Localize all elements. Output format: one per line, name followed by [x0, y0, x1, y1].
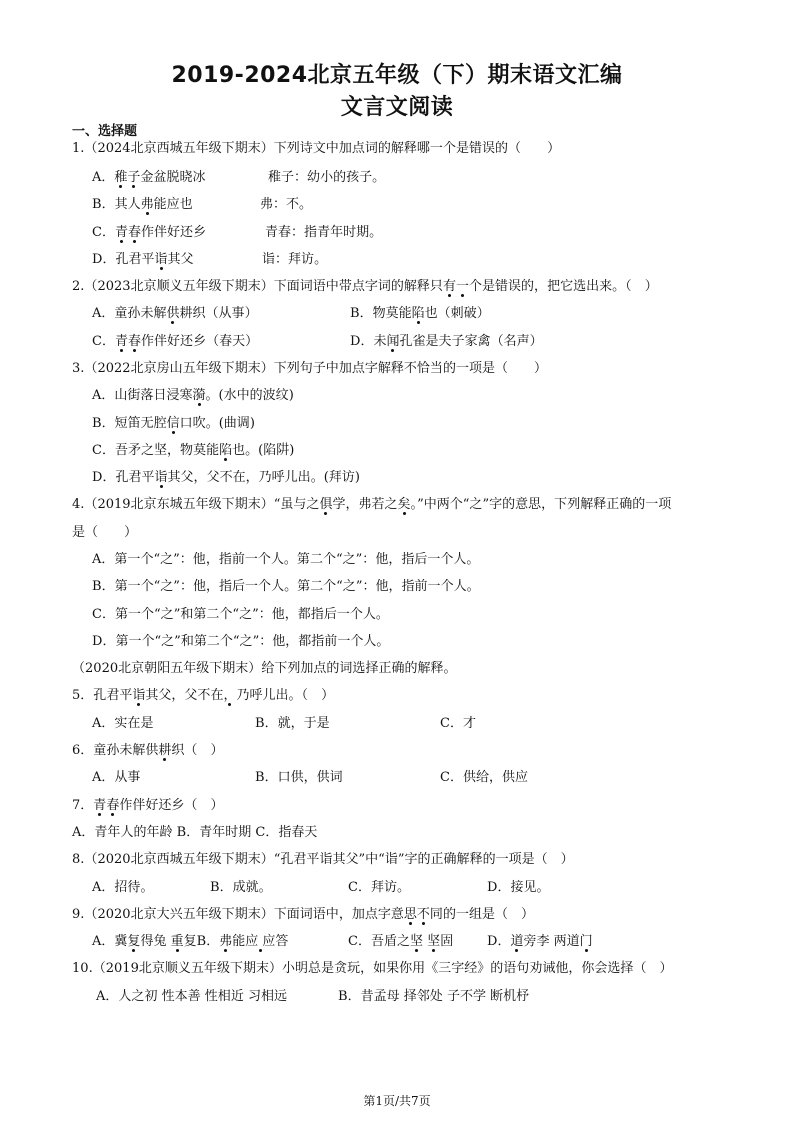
text-line: C．青春作伴好还乡	[92, 225, 207, 240]
text-line: C．供给，供应	[440, 770, 529, 785]
text-line: B．短笛无腔信口吹。(曲调)	[92, 416, 255, 431]
emphasis-dot-char: 春	[127, 334, 141, 349]
text-line: D．接见。	[487, 880, 550, 895]
emphasis-dot-char: 不	[416, 907, 430, 922]
text-line: D．道旁李 两道门	[487, 934, 593, 949]
emphasis-dot-char	[258, 934, 262, 949]
emphasis-dot-char: 矣	[397, 497, 411, 512]
text-line: 6．童孙未解供耕织（ ）	[72, 743, 224, 758]
text-line: 3.（2022北京房山五年级下期末）下列句子中加点字解释不恰当的一项是（ ）	[72, 361, 548, 376]
text-line: B．成就。	[210, 880, 272, 895]
emphasis-dot-char: 陷	[219, 443, 233, 458]
text-line: C．才	[440, 716, 476, 731]
section-heading: 一、选择题	[72, 124, 138, 139]
text-line: D．未闻孔雀是夫子家禽（名声）	[350, 334, 543, 349]
emphasis-dot-char: 漪	[192, 388, 206, 403]
text-line: A．童孙未解供耕织（从事）	[92, 306, 258, 321]
emphasis-dot-char: 子	[127, 170, 141, 185]
text-line: 8.（2020北京西城五年级下期末）“孔君平诣其父”中“诣”字的正确解释的一项是（ ）	[72, 852, 574, 867]
document-subtitle: 文言文阅读	[340, 95, 454, 120]
emphasis-dot-char: 信	[166, 416, 180, 431]
emphasis-dot-char: 诣	[132, 688, 146, 703]
emphasis-dot-char: 坚	[427, 934, 441, 949]
text-line: 2.（2023北京顺义五年级下期末）下面词语中带点字词的解释只有一个是错误的，把它选出来。（ ）	[72, 279, 658, 294]
text-line: A．实在是	[92, 716, 154, 731]
text-line: B．其人弗能应也	[92, 197, 193, 212]
emphasis-dot-char: 青	[93, 798, 107, 813]
text-line: A．人之初 性本善 性相近 习相远	[96, 989, 288, 1004]
text-line: B．物莫能陷也（刺破）	[350, 306, 490, 321]
text-line: （2020北京朝阳五年级下期末）给下列加点的词选择正确的解释。	[72, 661, 457, 676]
emphasis-dot-char: 道	[510, 934, 524, 949]
emphasis-dot-char: 重	[170, 934, 184, 949]
emphasis-dot-char: 俱	[319, 497, 333, 512]
text-line: C．青春作伴好还乡（春天）	[92, 334, 259, 349]
text-line: 弗：不。	[260, 197, 313, 212]
emphasis-dot-char: 春	[106, 798, 120, 813]
text-line: 1.（2024北京西城五年级下期末）下列诗文中加点词的解释哪一个是错误的（ ）	[72, 141, 561, 156]
text-line: 10.（2019北京顺义五年级下期末）小明总是贪玩，如果你用《三字经》的语句劝诫他，你会选择（ ）	[72, 961, 673, 976]
text-line: 青春：指青年时期。	[265, 225, 383, 240]
text-line: C．拜访。	[348, 880, 411, 895]
text-line: A．冀复得兔 重复B．弗能应 应答	[92, 934, 289, 949]
emphasis-dot-char: 一	[455, 279, 469, 294]
emphasis-dot-char: 复	[127, 934, 141, 949]
emphasis-dot-char: 弗	[140, 197, 154, 212]
emphasis-dot-char: 闻	[386, 334, 400, 349]
text-line: A．青年人的年龄 B．青年时期 C．指春天	[72, 825, 318, 840]
text-line: C．第一个“之”和第二个“之”：他，都指后一个人。	[92, 607, 389, 622]
document-title: 2019-2024北京五年级（下）期末语文汇编	[171, 63, 623, 88]
emphasis-dot-char: 门	[579, 934, 593, 949]
text-line: 9.（2020北京大兴五年级下期末）下面词语中，加点字意思不同的一组是（ ）	[72, 907, 535, 922]
text-line: A．稚子金盆脱晓冰	[92, 170, 206, 185]
text-line: A．招待。	[92, 880, 154, 895]
emphasis-dot-char: ，	[223, 688, 237, 703]
text-line: C．吾矛之坚，物莫能陷也。(陷阱)	[92, 443, 295, 458]
emphasis-dot-char: 耕	[158, 743, 172, 758]
emphasis-dot-char: 诣	[154, 470, 168, 485]
text-line: A．山街落日浸寒漪。(水中的波纹)	[92, 388, 294, 403]
text-line: A．第一个“之”：他，指前一个人。第二个“之”：他，指后一个人。	[92, 552, 480, 567]
emphasis-dot-char: 青	[114, 334, 128, 349]
text-line: 5．孔君平诣其父，父不在，乃呼儿出。（ ）	[72, 688, 335, 703]
emphasis-dot-char: 稚	[114, 170, 128, 185]
page-footer: 第1页/共7页	[363, 1094, 431, 1108]
text-line: C．吾盾之坚 坚固	[348, 934, 454, 949]
text-line: B．口供，供词	[255, 770, 343, 785]
text-line: D．第一个“之”和第二个“之”：他，都指前一个人。	[92, 634, 390, 649]
emphasis-dot-char: 思	[403, 907, 417, 922]
emphasis-dot-char: 陷	[411, 306, 425, 321]
text-line: D．孔君平诣其父，父不在，乃呼儿出。(拜访)	[92, 470, 360, 485]
emphasis-dot-char: 有	[442, 279, 456, 294]
text-line: 诣：拜访。	[262, 252, 328, 267]
emphasis-dot-char: 春	[127, 225, 141, 240]
emphasis-dot-char: 弗	[219, 934, 233, 949]
text-line: B．第一个“之”：他，指后一个人。第二个“之”：他，指前一个人。	[92, 579, 480, 594]
emphasis-dot-char: 坚	[410, 934, 424, 949]
text-line: A．从事	[92, 770, 141, 785]
text-line: 7．青春作伴好还乡（ ）	[72, 798, 224, 813]
text-line: 稚子：幼小的孩子。	[268, 170, 386, 185]
text-line: D．孔君平诣其父	[92, 252, 194, 267]
text-line: B．昔孟母 择邻处 子不学 断机杼	[338, 989, 530, 1004]
text-line: 是（ ）	[72, 525, 138, 540]
emphasis-dot-char: 诣	[154, 252, 168, 267]
text-line: B．就，于是	[255, 716, 330, 731]
emphasis-dot-char: 供	[166, 306, 180, 321]
text-line: 4.（2019北京东城五年级下期末）“虽与之俱学，弗若之矣。”中两个“之”字的意思，下列解释正确的一项	[72, 497, 672, 512]
emphasis-dot-char: 青	[114, 225, 128, 240]
